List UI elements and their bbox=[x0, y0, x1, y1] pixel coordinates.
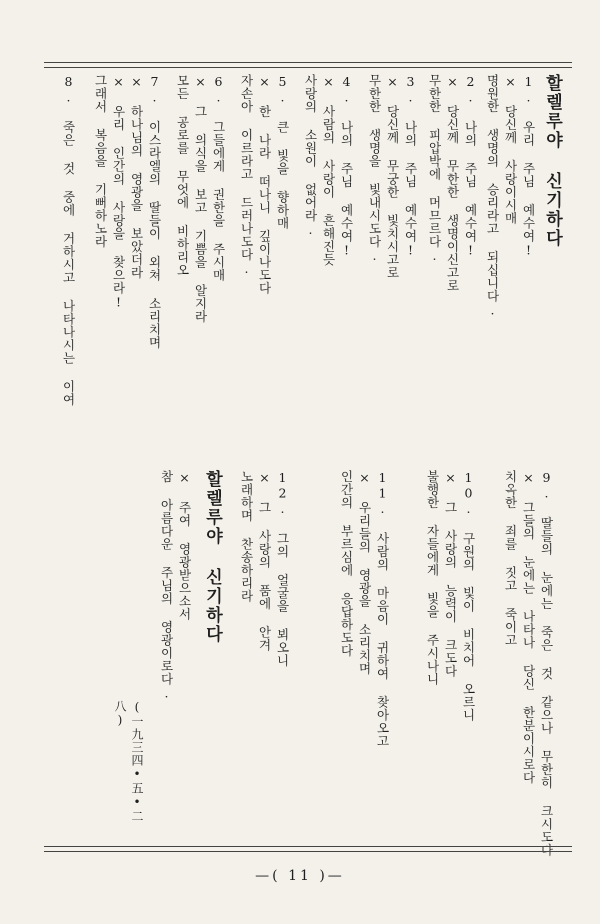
closing-line-1: × 주여 영광받으소서 bbox=[177, 470, 192, 621]
page-number: —( 11 )— bbox=[255, 868, 345, 884]
poem-title-repeat: 할렐루야 신기하다 bbox=[202, 470, 222, 644]
verse-2-line-2: × 당신께 무한한 생명이신고로 bbox=[445, 74, 460, 292]
verse-11-line-1: 11. 사람의 마음이 귀하여 찾아오고 bbox=[375, 470, 390, 748]
verse-12-line-3: 노래하며 찬송하리라 bbox=[239, 470, 254, 603]
verse-11-line-2: × 우리들의 영광을 소리치며 bbox=[357, 470, 372, 675]
verse-3-line-2: × 당신께 무궁한 빛치시고로 bbox=[385, 74, 400, 279]
upper-verse-block bbox=[50, 74, 570, 454]
verse-4-line-2: × 사람의 사랑이 흔해진듯 bbox=[321, 74, 336, 266]
verse-1-line-1: 1. 우리 주님 예수여! bbox=[521, 74, 536, 258]
verse-2-line-1: 2. 나의 주님 예수여! bbox=[463, 74, 478, 258]
verse-7-line-4: 그래서 복음을 기뻐하노라 bbox=[93, 74, 108, 248]
poem-title: 할렐루야 신기하다 bbox=[542, 74, 562, 248]
verse-10-line-1: 10. 구원의 빛이 비치어 오르니 bbox=[461, 470, 476, 722]
verse-10-line-3: 불행한 자들에게 빛을 주시나니 bbox=[425, 470, 440, 686]
bottom-rule bbox=[44, 846, 572, 852]
verse-5-line-3: 자손아 이르라고 드러나도다. bbox=[239, 74, 254, 277]
verse-6-line-1: 6. 그들에게 권한을 주시매 bbox=[211, 74, 226, 282]
verse-9-line-1: 9. 딸들의 눈에는 죽은 것 같으나 무한히 크시도다 bbox=[539, 470, 554, 857]
verse-3-line-1: 3. 나의 주님 예수여! bbox=[403, 74, 418, 258]
verse-4-line-3: 사랑의 소원이 없어라. bbox=[303, 74, 318, 238]
verse-9-line-3: 치옥한 죄를 짓고 죽이고 bbox=[503, 470, 518, 647]
verse-12-line-1: 12. 그의 얼굴을 뵈오니 bbox=[275, 470, 290, 667]
verse-1-line-3: 명원한 생명의 승리라고 되십니다. bbox=[485, 74, 500, 318]
lower-verse-block bbox=[50, 470, 570, 857]
verse-6-line-2: × 그 의식을 보고 기쁨을 알지라 bbox=[193, 74, 208, 323]
verse-1-line-2: × 당신께 사랑이시매 bbox=[503, 74, 518, 225]
verse-7-line-1: 7. 이스라엘의 딸들이 외쳐 소리치며 bbox=[147, 74, 162, 349]
verse-11-line-3: 인간의 부르심에 응답하도다 bbox=[339, 470, 354, 657]
verse-8-line-1: 8. 죽은 것 중에 거하시고 나타나시는 이여 bbox=[61, 74, 76, 406]
verse-3-line-3: 무한한 생명을 빛내시도다. bbox=[367, 74, 382, 264]
verse-4-line-1: 4. 나의 주님 예수여! bbox=[339, 74, 354, 258]
composition-date: (一九三四•五•二八) bbox=[113, 700, 144, 823]
verse-10-line-2: × 그 사랑의 능력이 크도다 bbox=[443, 470, 458, 678]
verse-7-line-3: × 우리 인간의 사랑을 찾으라! bbox=[111, 74, 126, 310]
closing-line-2: 참 아름다운 주님의 영광이로다. bbox=[159, 470, 174, 701]
verse-9-line-2: × 그들의 눈에는 나타나 당신 한분이시로다 bbox=[521, 470, 536, 784]
verse-6-line-3: 모든 공로를 무엇에 비하리오 bbox=[175, 74, 190, 277]
verse-12-line-2: × 그 사랑의 품에 안겨 bbox=[257, 470, 272, 652]
verse-5-line-2: × 한 나라 떠나니 깊이나도다 bbox=[257, 74, 272, 295]
verse-2-line-3: 무한한 피압박에 머므르다. bbox=[427, 74, 442, 264]
top-rule bbox=[44, 62, 572, 68]
verse-7-line-2: × 하나님의 영광을 보았더라 bbox=[129, 74, 144, 279]
verse-5-line-1: 5. 큰 빛을 향하매 bbox=[275, 74, 290, 230]
